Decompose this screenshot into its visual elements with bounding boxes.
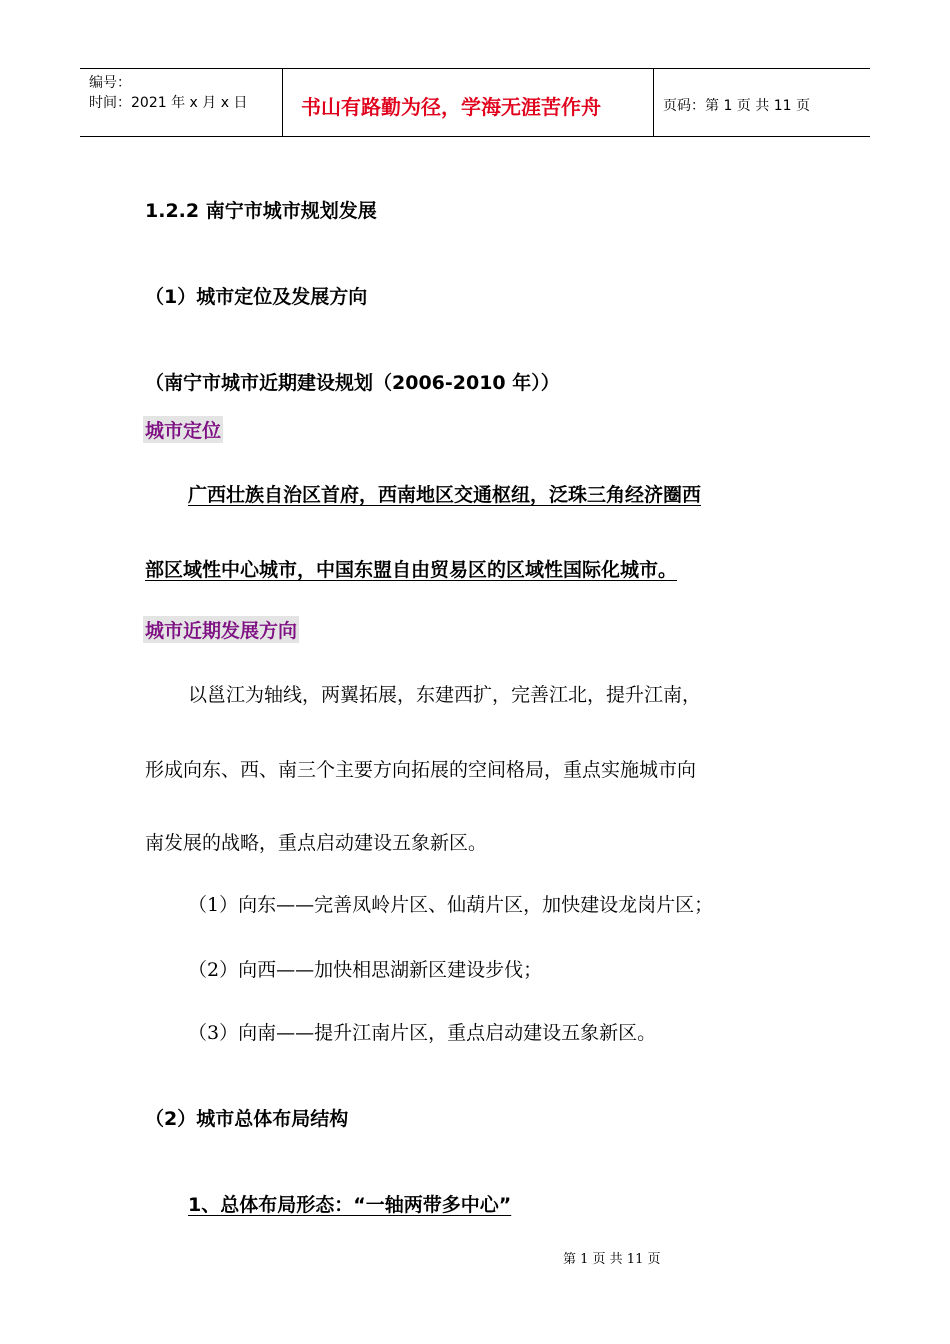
header-number-label: 编号： xyxy=(89,75,131,91)
direction-item-1: （1）向东——完善凤岭片区、仙葫片区，加快建设龙岗片区； xyxy=(188,894,714,916)
header-page-info: 页码：第 1 页 共 11 页 xyxy=(663,98,810,114)
header-time-label: 时间：2021 年 x 月 x 日 xyxy=(89,95,248,111)
direction-item-3: （3）向南——提升江南片区，重点启动建设五象新区。 xyxy=(188,1022,657,1044)
header-motto: 书山有路勤为径，学海无涯苦作舟 xyxy=(301,95,601,119)
direction-line-2: 形成向东、西、南三个主要方向拓展的空间格局，重点实施城市向 xyxy=(145,759,697,781)
direction-line-1: 以邕江为轴线，两翼拓展，东建西扩，完善江北，提升江南， xyxy=(188,684,702,706)
header-divider-left xyxy=(282,68,283,136)
layout-form-title: 1、总体布局形态：“一轴两带多中心” xyxy=(188,1194,512,1216)
header-divider-right xyxy=(653,68,654,136)
label-near-term-direction: 城市近期发展方向 xyxy=(143,616,299,643)
label-city-positioning: 城市定位 xyxy=(143,416,223,443)
direction-line-3: 南发展的战略，重点启动建设五象新区。 xyxy=(145,832,488,854)
positioning-line-1: 广西壮族自治区首府，西南地区交通枢纽，泛珠三角经济圈西 xyxy=(188,484,702,506)
direction-item-2: （2）向西——加快相思湖新区建设步伐； xyxy=(188,959,543,981)
subsection-title-2: （2）城市总体布局结构 xyxy=(145,1108,349,1130)
positioning-line-2: 部区域性中心城市，中国东盟自由贸易区的区域性国际化城市。 xyxy=(145,559,678,581)
header-top-border xyxy=(80,68,870,69)
header-bottom-border xyxy=(80,136,870,137)
page-footer: 第 1 页 共 11 页 xyxy=(563,1252,661,1267)
plan-title: （南宁市城市近期建设规划（2006-2010 年）） xyxy=(145,372,560,394)
subsection-title-1: （1）城市定位及发展方向 xyxy=(145,286,368,308)
section-title: 1.2.2 南宁市城市规划发展 xyxy=(145,200,377,222)
